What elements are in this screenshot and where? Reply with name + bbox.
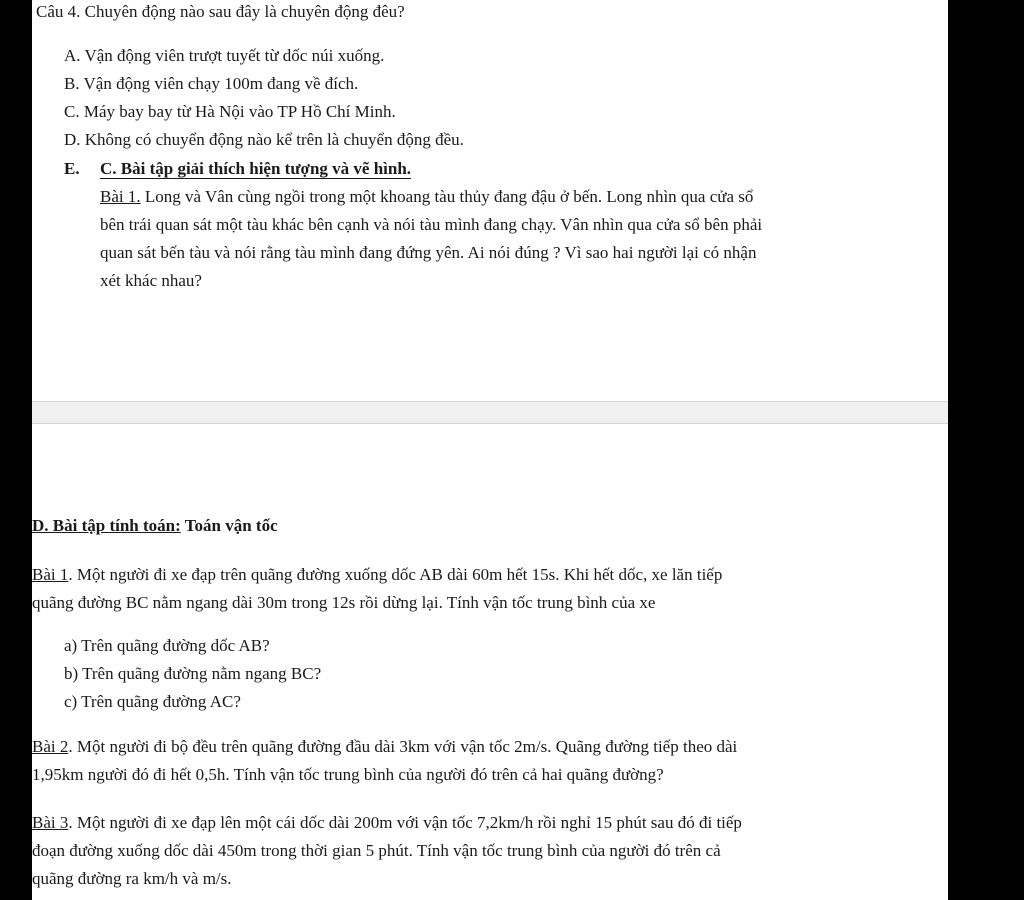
question-4: Câu 4. Chuyên động nào sau đây là chuyên động đêu?	[36, 2, 405, 21]
calc-bai1-label: Bài 1	[32, 565, 69, 584]
calc-bai1-item-a: a) Trên quãng đường dốc AB?	[64, 636, 270, 655]
option-c: C. Máy bay bay từ Hà Nội vào TP Hồ Chí Minh.	[64, 102, 396, 121]
calc-bai3-line-3: quãng đường ra km/h và m/s.	[32, 869, 232, 888]
calc-bai1-line-2: quãng đường BC nằm ngang dài 30m trong 12s rồi dừng lại. Tính vận tốc trung bình của xe	[32, 593, 656, 612]
bai1-line-3: quan sát bến tàu và nói rằng tàu mình đang đứng yên. Ai nói đúng ? Vì sao hai người lại có nhận	[100, 243, 757, 262]
document-page-bottom	[32, 424, 948, 900]
page-separator	[32, 401, 948, 424]
bai1-line-2: bên trái quan sát một tàu khác bên cạnh và nói tàu mình đang chạy. Vân nhìn qua cửa sổ bên phải	[100, 215, 763, 234]
section-c-title: C. Bài tập giải thích hiện tượng và vẽ hình.	[100, 159, 412, 178]
calc-bai2-line-1: Bài 2. Một người đi bộ đều trên quãng đường đầu dài 3km với vận tốc 2m/s. Quãng đường tiếp theo dài	[32, 737, 738, 756]
option-a: A. Vận động viên trượt tuyết từ dốc núi xuống.	[64, 46, 385, 65]
document-page-top	[32, 0, 948, 401]
bai1-line-4: xét khác nhau?	[100, 271, 202, 290]
calc-bai1-item-c: c) Trên quãng đường AC?	[64, 692, 241, 711]
section-d-title: D. Bài tập tính toán:	[32, 516, 181, 535]
bai1-label: Bài 1.	[100, 187, 141, 206]
section-d-heading: D. Bài tập tính toán: Toán vận tốc	[32, 516, 278, 535]
calc-bai3-line-1: Bài 3. Một người đi xe đạp lên một cái dốc dài 200m với vận tốc 7,2km/h rồi nghỉ 15 phút sau đó đi tiếp	[32, 813, 742, 832]
calc-bai3-label: Bài 3	[32, 813, 69, 832]
calc-bai3-line-2: đoạn đường xuống dốc dài 450m trong thời gian 5 phút. Tính vận tốc trung bình của người đó trên cả	[32, 841, 721, 860]
calc-bai1-item-b: b) Trên quãng đường nằm ngang BC?	[64, 664, 322, 683]
option-b: B. Vận động viên chạy 100m đang về đích.	[64, 74, 359, 93]
calc-bai2-line-2: 1,95km người đó đi hết 0,5h. Tính vận tốc trung bình của người đó trên cả hai quãng đường?	[32, 765, 664, 784]
option-d: D. Không có chuyển động nào kể trên là chuyển động đều.	[64, 130, 464, 149]
bai1-line-1: Bài 1. Long và Vân cùng ngồi trong một khoang tàu thủy đang đậu ở bến. Long nhìn qua cửa sổ	[100, 187, 754, 206]
section-e-letter: E.	[64, 159, 80, 178]
calc-bai1-line-1: Bài 1. Một người đi xe đạp trên quãng đường xuống dốc AB dài 60m hết 15s. Khi hết dốc, xe lăn tiếp	[32, 565, 723, 584]
calc-bai2-label: Bài 2	[32, 737, 69, 756]
